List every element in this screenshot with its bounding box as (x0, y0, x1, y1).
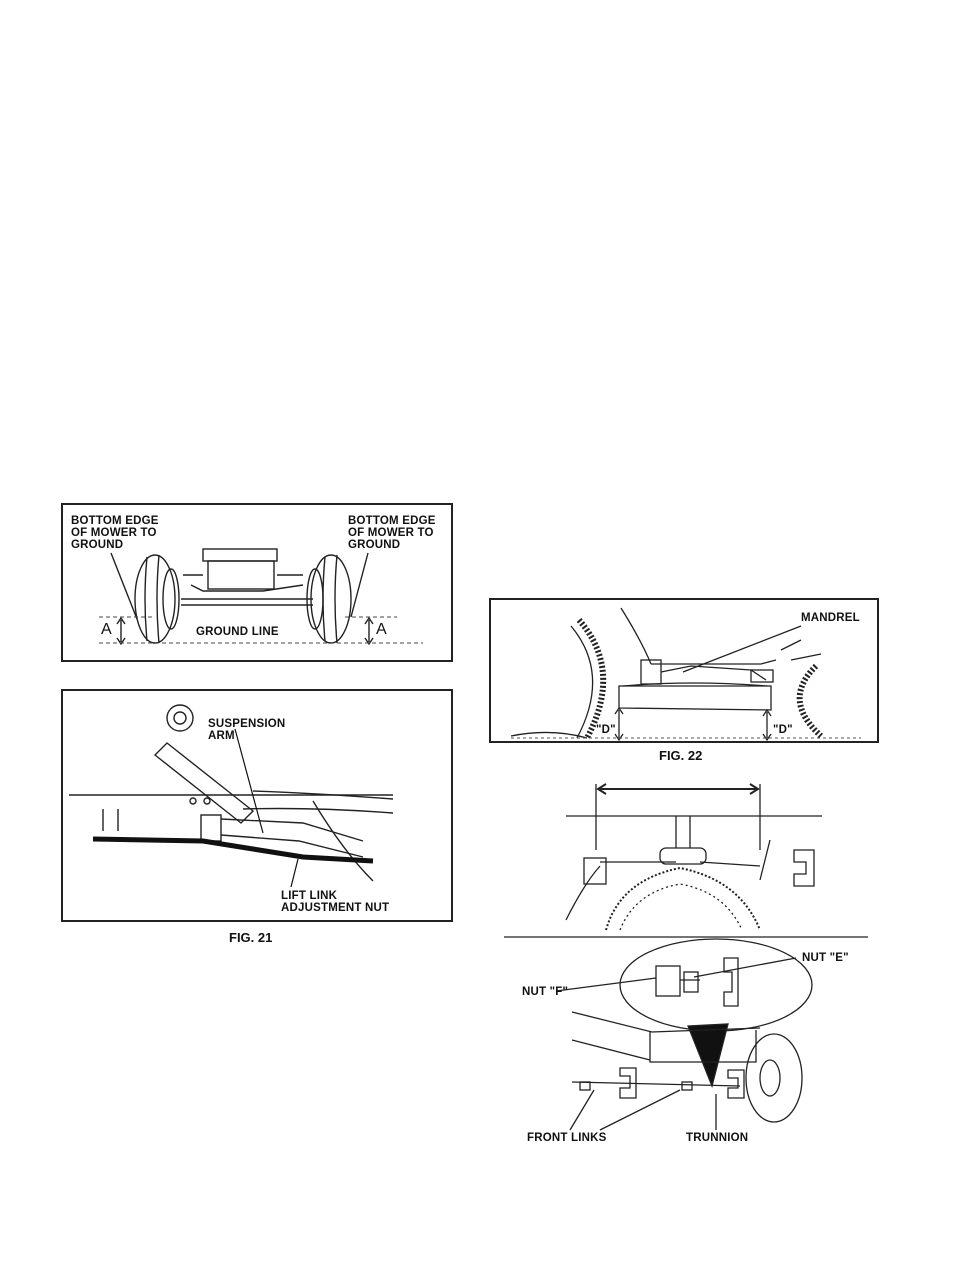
label-nut-f: NUT "F" (522, 986, 569, 998)
figure-ground-clearance (61, 503, 453, 662)
dimension-a-right: A (376, 621, 387, 638)
label-lift-link-adjustment-nut: LIFT LINK ADJUSTMENT NUT (281, 890, 390, 914)
figure-21-suspension (61, 689, 453, 922)
label-nut-e: NUT "E" (802, 952, 849, 964)
dimension-d-left: "D" (596, 724, 616, 736)
dimension-a-left: A (101, 621, 112, 638)
caption-fig-22: FIG. 22 (659, 748, 703, 763)
dimension-d-right: "D" (773, 724, 793, 736)
label-mandrel: MANDREL (801, 612, 860, 624)
label-ground-line: GROUND LINE (196, 626, 279, 638)
label-bottom-edge-right: BOTTOM EDGE OF MOWER TO GROUND (348, 515, 436, 551)
label-trunnion: TRUNNION (686, 1132, 749, 1144)
label-suspension-arm: SUSPENSION ARM (208, 718, 286, 742)
figure-22-mandrel (489, 598, 879, 743)
caption-fig-21: FIG. 21 (229, 930, 273, 945)
label-bottom-edge-left: BOTTOM EDGE OF MOWER TO GROUND (71, 515, 159, 551)
label-front-links: FRONT LINKS (527, 1132, 607, 1144)
